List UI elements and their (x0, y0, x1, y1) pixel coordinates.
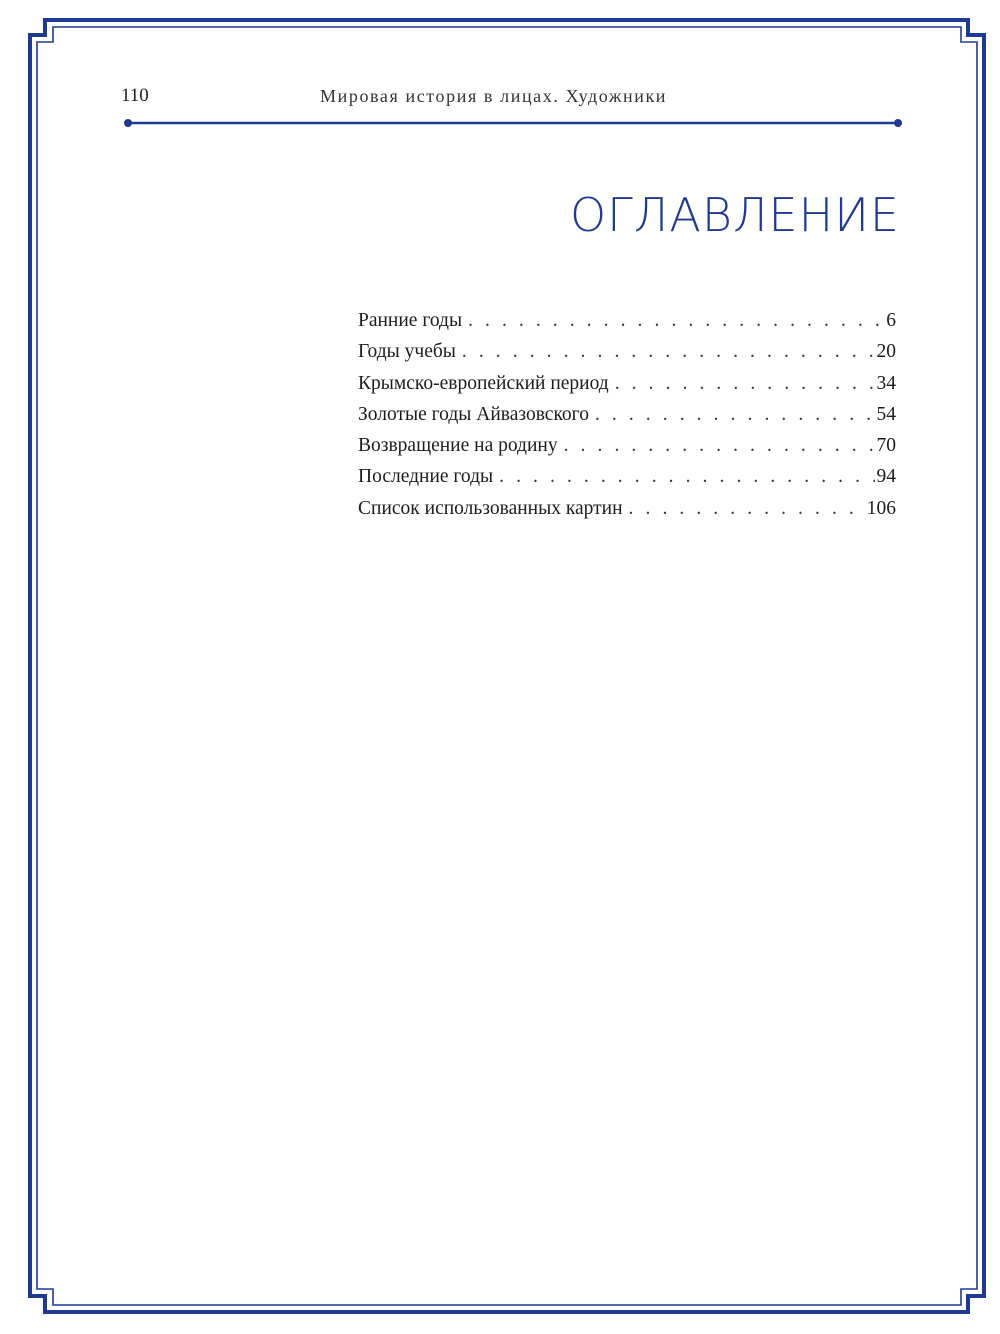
page-number: 110 (121, 85, 149, 106)
toc-entry-label: Последние годы (358, 466, 494, 488)
page-title: ОГЛАВЛЕНИЕ (569, 188, 900, 242)
toc-entry-page: 20 (876, 341, 896, 363)
toc-entry[interactable] (358, 399, 896, 430)
toc-entry[interactable] (358, 493, 896, 524)
toc-entry[interactable] (358, 368, 896, 399)
toc-leader-dots (462, 336, 875, 367)
toc-entry[interactable] (358, 461, 896, 492)
toc-entry[interactable] (358, 305, 896, 336)
toc-entry-page: 106 (866, 497, 896, 519)
table-of-contents (358, 305, 896, 524)
toc-entry-label: Возвращение на родину (358, 435, 558, 457)
header-rule-right-dot (894, 119, 902, 127)
toc-entry-page: 54 (876, 403, 896, 425)
toc-entry-label: Список использованных картин (358, 497, 623, 519)
running-head: Мировая история в лицах. Художники (320, 86, 668, 106)
toc-leader-dots (499, 461, 874, 492)
toc-entry-page: 6 (886, 310, 896, 331)
toc-entry-page: 34 (876, 372, 896, 394)
toc-entry-label: Золотые годы Айвазовского (358, 403, 589, 425)
toc-leader-dots (564, 430, 875, 461)
header-rule-left-dot (124, 119, 132, 127)
toc-leader-dots (468, 305, 884, 336)
toc-entry-label: Крымско-европейский период (358, 372, 609, 394)
toc-entry-label: Ранние годы (358, 310, 463, 331)
toc-entry[interactable] (358, 336, 896, 367)
toc-entry-page: 94 (876, 466, 896, 488)
toc-leader-dots (629, 493, 865, 524)
toc-leader-dots (615, 368, 875, 399)
toc-entry[interactable] (358, 430, 896, 461)
toc-entry-page: 70 (876, 435, 896, 457)
toc-leader-dots (595, 399, 875, 430)
toc-entry-label: Годы учебы (358, 341, 456, 363)
